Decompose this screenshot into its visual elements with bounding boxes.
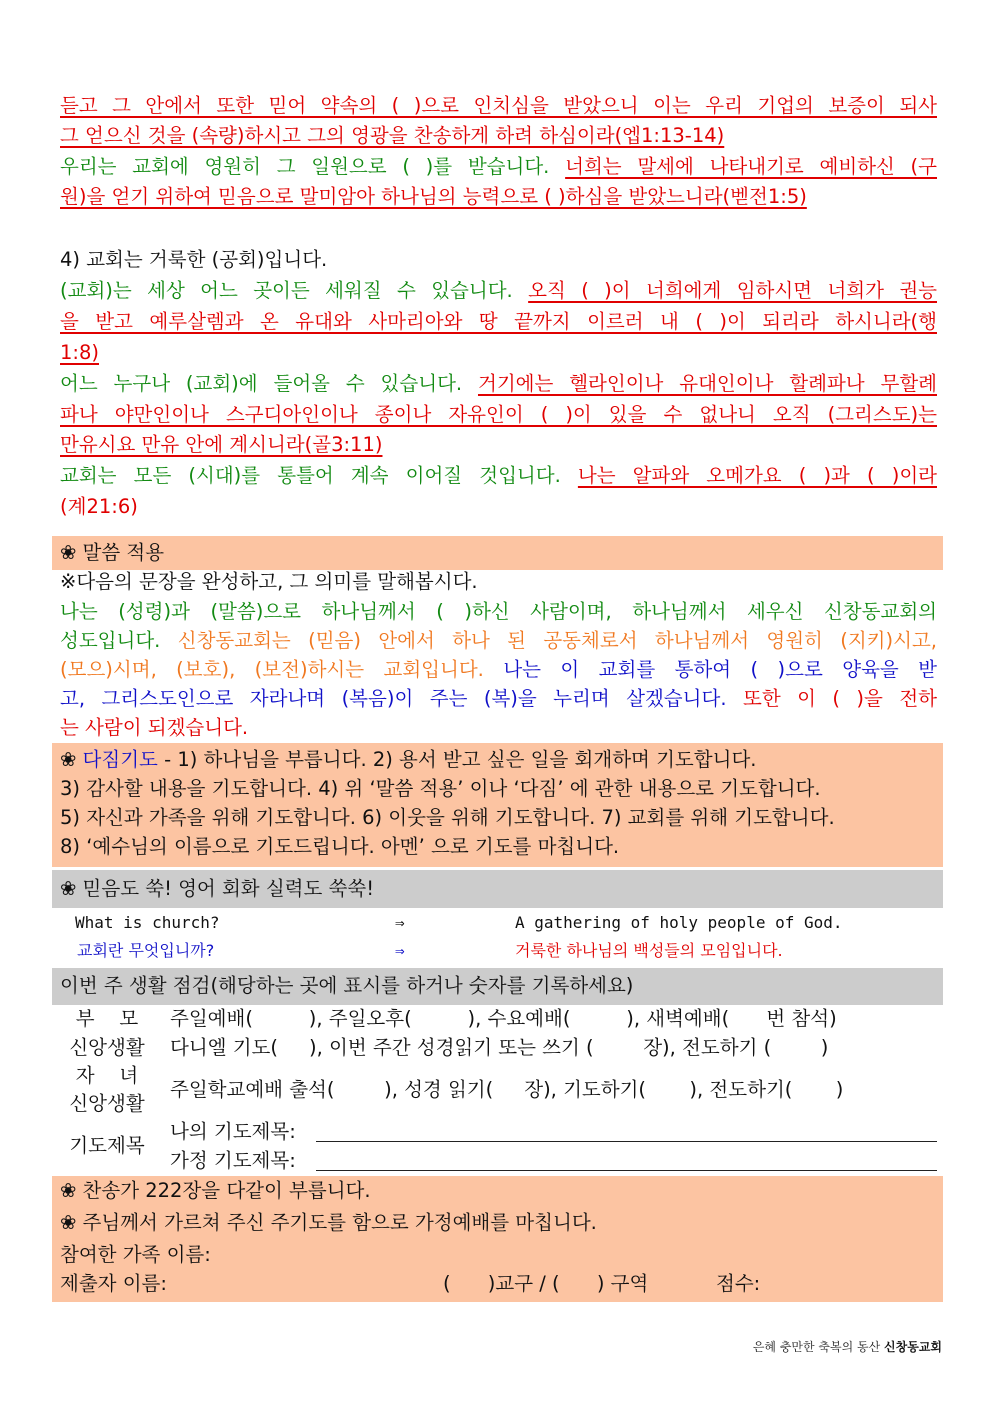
footer-slogan: 은혜 충만한 축복의 동산 [752, 1340, 881, 1354]
section4-p1-line2: 을 받고 예루살렘과 온 유대와 사마리아와 땅 끝까지 이르러 내 ( )이 되리라 하시니라(행 [60, 310, 937, 333]
english-question: What is church? [75, 913, 220, 932]
application-line-5: 는 사람이 되겠습니다. [60, 716, 249, 739]
section4-p2-green: 어느 누구나 (교회)에 들어올 수 있습니다. [60, 372, 463, 395]
section4-p3-red: 나는 알파와 오메가요 ( )과 ( )이라 [577, 464, 937, 487]
my-prayer-input[interactable] [316, 1141, 937, 1142]
application-line-2 [60, 626, 937, 656]
application-line-2-green: 성도입니다. [60, 629, 161, 652]
parent-checklist-line-1[interactable]: 주일예배( ), 주일오후( ), 수요예배( ), 새벽예배( 번 참석) [170, 1007, 837, 1030]
intro-line-3-green: 우리는 교회에 영원히 그 일원으로 ( )를 받습니다. [60, 155, 550, 178]
family-names-label: 참여한 가족 이름: [60, 1243, 211, 1266]
section4-p2-line1 [60, 369, 937, 399]
arrow-icon: ⇒ [395, 941, 405, 960]
my-prayer-label: 나의 기도제목: [170, 1120, 296, 1143]
section4-p2-line3: 만유시요 만유 안에 계시니라(골3:11) [60, 433, 383, 456]
family-prayer-input[interactable] [316, 1170, 937, 1171]
english-title: ❀ 믿음도 쑥! 영어 회화 실력도 쑥쑥! [60, 877, 375, 900]
application-line-2-orange: 신창동교회는 (믿음) 안에서 하나 된 공동체로서 하나님께서 영원히 (지키)시고, [177, 629, 937, 652]
application-line-4-blue: 고, 그리스도인으로 자라나며 (복음)이 주는 (복)을 누리며 살겠습니다. [60, 687, 727, 710]
prayer-line-2: 3) 감사할 내용을 기도합니다. 4) 위 ‘말씀 적용’ 이나 ‘다짐’ 에 관한 내용으로 기도합니다. [60, 777, 821, 800]
section4-p3-line1 [60, 461, 937, 491]
english-answer: A gathering of holy people of God. [515, 913, 843, 932]
section4-p1-green: (교회)는 세상 어느 곳이든 세워질 수 있습니다. [60, 279, 513, 302]
section4-p3-green: 교회는 모든 (시대)를 통틀어 계속 이어질 것입니다. [60, 464, 561, 487]
intro-line-3 [60, 152, 937, 182]
prayer-step-1: - 1) 하나님을 부릅니다. 2) 용서 받고 싶은 일을 회개하며 기도합니다. [157, 748, 757, 771]
prayer-line-3: 5) 자신과 가족을 위해 기도합니다. 6) 이웃을 위해 기도합니다. 7) 교회를 위해 기도합니다. [60, 806, 835, 829]
submitter-label: 제출자 이름: [60, 1272, 167, 1295]
parent-label-1: 부 모 [75, 1007, 139, 1030]
score-label: 점수: [716, 1272, 761, 1295]
checklist-title: 이번 주 생활 점검(해당하는 곳에 표시를 하거나 숫자를 기록하세요) [60, 974, 634, 997]
family-prayer-label: 가정 기도제목: [170, 1149, 296, 1172]
prayer-topic-label: 기도제목 [69, 1134, 145, 1157]
section4-p1-red: 오직 ( )이 너희에게 임하시면 너희가 권능 [528, 279, 937, 302]
section4-p2-line2: 파나 야만인이나 스구디아인이나 종이나 자유인이 ( )이 있을 수 없나니 오직 (그리스도)는 [60, 403, 937, 426]
application-line-1: 나는 (성령)과 (말씀)으로 하나님께서 ( )하신 사람이며, 하나님께서 세우신 신창동교회의 [60, 600, 937, 623]
child-label-1: 자 녀 [75, 1064, 139, 1087]
parent-label-2: 신앙생활 [69, 1036, 145, 1059]
application-title: ❀ 말씀 적용 [60, 541, 165, 564]
intro-line-3-red: 너희는 말세에 나타내기로 예비하신 (구 [565, 155, 937, 178]
korean-question: 교회란 무엇입니까? [77, 941, 215, 960]
arrow-icon: ⇒ [395, 913, 405, 932]
lords-prayer-line: ❀ 주님께서 가르쳐 주신 주기도를 함으로 가정예배를 마칩니다. [60, 1211, 597, 1234]
prayer-title: 다짐기도 [82, 748, 158, 771]
footer [753, 1338, 942, 1355]
section4-p1-line1 [60, 276, 937, 306]
section4-p1-line3: 1:8) [60, 341, 99, 364]
intro-line-2: 그 얻으신 것을 (속량)하시고 그의 영광을 찬송하게 하려 하심이라(엡1:13-14) [60, 124, 725, 147]
korean-answer: 거룩한 하나님의 백성들의 모임입니다. [515, 941, 783, 960]
footer-church-name: 신창동교회 [884, 1340, 942, 1354]
child-checklist-line[interactable]: 주일학교예배 출석( ), 성경 읽기( 장), 기도하기( ), 전도하기( ) [170, 1078, 844, 1101]
section4-p3-line2: (계21:6) [60, 495, 138, 518]
application-line-4-red: 또한 이 ( )을 전하 [742, 687, 937, 710]
prayer-line-1 [60, 745, 937, 775]
application-line-3-blue: 나는 이 교회를 통하여 ( )으로 양육을 받 [503, 658, 937, 681]
district-field[interactable]: ( )교구 / ( ) 구역 [443, 1272, 649, 1295]
section4-heading: 4) 교회는 거룩한 (공회)입니다. [60, 248, 328, 271]
intro-line-1: 듣고 그 안에서 또한 믿어 약속의 ( )으로 인치심을 받았으니 이는 우리 기업의 보증이 되사 [60, 94, 937, 117]
application-line-3-orange: (모으)시며, (보호), (보전)하시는 교회입니다. [60, 658, 484, 681]
application-line-4 [60, 684, 937, 714]
child-label-2: 신앙생활 [69, 1092, 145, 1115]
section4-p2-red: 거기에는 헬라인이나 유대인이나 할례파나 무할례 [477, 372, 937, 395]
parent-checklist-line-2[interactable]: 다니엘 기도( ), 이번 주간 성경읽기 또는 쓰기 ( 장), 전도하기 ( ) [170, 1036, 829, 1059]
flower-icon: ❀ [60, 748, 77, 771]
intro-line-4: 원)을 얻기 위하여 믿음으로 말미암아 하나님의 능력으로 ( )하심을 받았느니라(벧전1:5) [60, 185, 807, 208]
application-instruction: ※다음의 문장을 완성하고, 그 의미를 말해봅시다. [60, 570, 478, 593]
prayer-line-4: 8) ‘예수님의 이름으로 기도드립니다. 아멘’ 으로 기도를 마칩니다. [60, 835, 620, 858]
hymn-line: ❀ 찬송가 222장을 다같이 부릅니다. [60, 1179, 371, 1202]
application-line-3 [60, 655, 937, 685]
